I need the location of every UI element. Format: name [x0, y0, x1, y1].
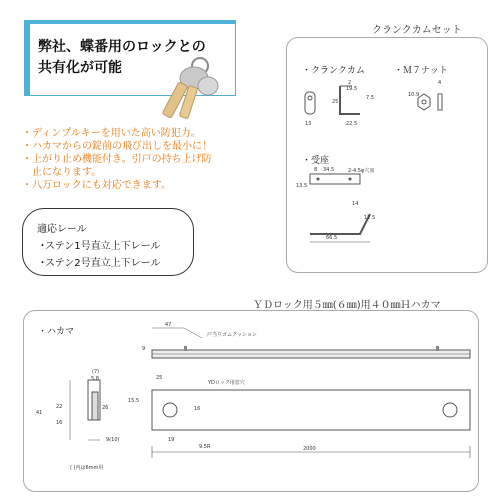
- side-dim-22: 22: [56, 404, 63, 410]
- hakama-section-title: ＹＤロック用５㎜(６㎜)用４０㎜Ｈハカマ: [253, 300, 441, 311]
- callout-line-2: 共有化が可能: [38, 60, 122, 76]
- front-dim-16: 16: [194, 406, 201, 412]
- top-dim-9: 9: [142, 346, 146, 352]
- nut-dim-10-9: 10.9: [408, 92, 420, 98]
- mm-note: ( )内は6mm用: [70, 465, 104, 471]
- feature-item-1: ・ディンプルキーを用いた高い防犯力。: [22, 128, 201, 139]
- front-dim-25: 25: [156, 375, 163, 381]
- rail-item-1: ･ステン1号直立上下レール: [40, 241, 161, 252]
- seat-dim-12-5: 12.5: [364, 215, 376, 221]
- seat-dim-66-5: 66.5: [326, 235, 338, 241]
- crank-dim-7-5: 7.5: [366, 95, 374, 101]
- seat-dim-8: 8: [314, 167, 318, 173]
- feature-item-3: ・上がり止め機能付き。引戸の持ち上げ防: [22, 154, 212, 165]
- side-dim-41: 41: [36, 410, 43, 416]
- feature-item-3-cont: 止になります。: [22, 167, 102, 178]
- crank-set-drawing: [290, 74, 480, 264]
- feature-item-4: ・八万ロックにも対応できます。: [22, 180, 171, 191]
- hakama-label: ・ハカマ: [38, 327, 75, 337]
- cushion-label: 戸当りゴムクッション: [207, 332, 257, 338]
- seat-label: ・受座: [302, 156, 330, 166]
- side-dim-7: (7): [92, 369, 100, 375]
- hakama-drawing: [30, 318, 475, 488]
- side-dim-9-10: 9(10): [106, 437, 120, 443]
- crank-dim-25: 25: [332, 99, 339, 105]
- seat-dim-14: 14: [352, 201, 359, 207]
- front-dim-19: 19: [168, 437, 175, 443]
- window-hole-label: YDロック用窓穴: [208, 380, 245, 386]
- rail-title: 適応レール: [37, 224, 87, 235]
- crank-dim-2: 2: [348, 80, 352, 86]
- crank-dim-19-5: 19.5: [346, 86, 358, 92]
- rail-item-2: ･ステン2号直立上下レール: [40, 258, 161, 269]
- seat-dim-13-5: 13.5: [296, 183, 308, 189]
- crank-dim-13: 13: [305, 121, 312, 127]
- side-dim-26: 26: [102, 405, 109, 411]
- top-dim-47: 47: [165, 322, 172, 328]
- dimple-keys-image: [150, 52, 220, 120]
- seat-dim-holes: 2-4.5φ穴皿: [348, 168, 375, 174]
- crank-cam-label: ・クランクカム: [302, 66, 365, 76]
- callout-line-1: 弊社、蝶番用のロックとの: [38, 39, 206, 55]
- nut-dim-4: 4: [438, 80, 442, 86]
- front-dim-2000: 2000: [303, 446, 316, 452]
- nut-label: ・Ｍ７ナット: [394, 66, 448, 76]
- front-dim-15-5: 15.5: [128, 398, 140, 404]
- side-dim-5-8: 5.8: [91, 376, 99, 382]
- crank-dim-22-5: 22.5: [346, 121, 358, 127]
- front-dim-9-5r: 9.5R: [199, 444, 211, 450]
- side-dim-16: 16: [56, 420, 63, 426]
- crank-set-title: クランクカムセット: [372, 25, 462, 36]
- seat-dim-34-5: 34.5: [323, 167, 335, 173]
- feature-item-2: ・ハカマからの錠前の飛び出しを最小に！: [22, 141, 212, 152]
